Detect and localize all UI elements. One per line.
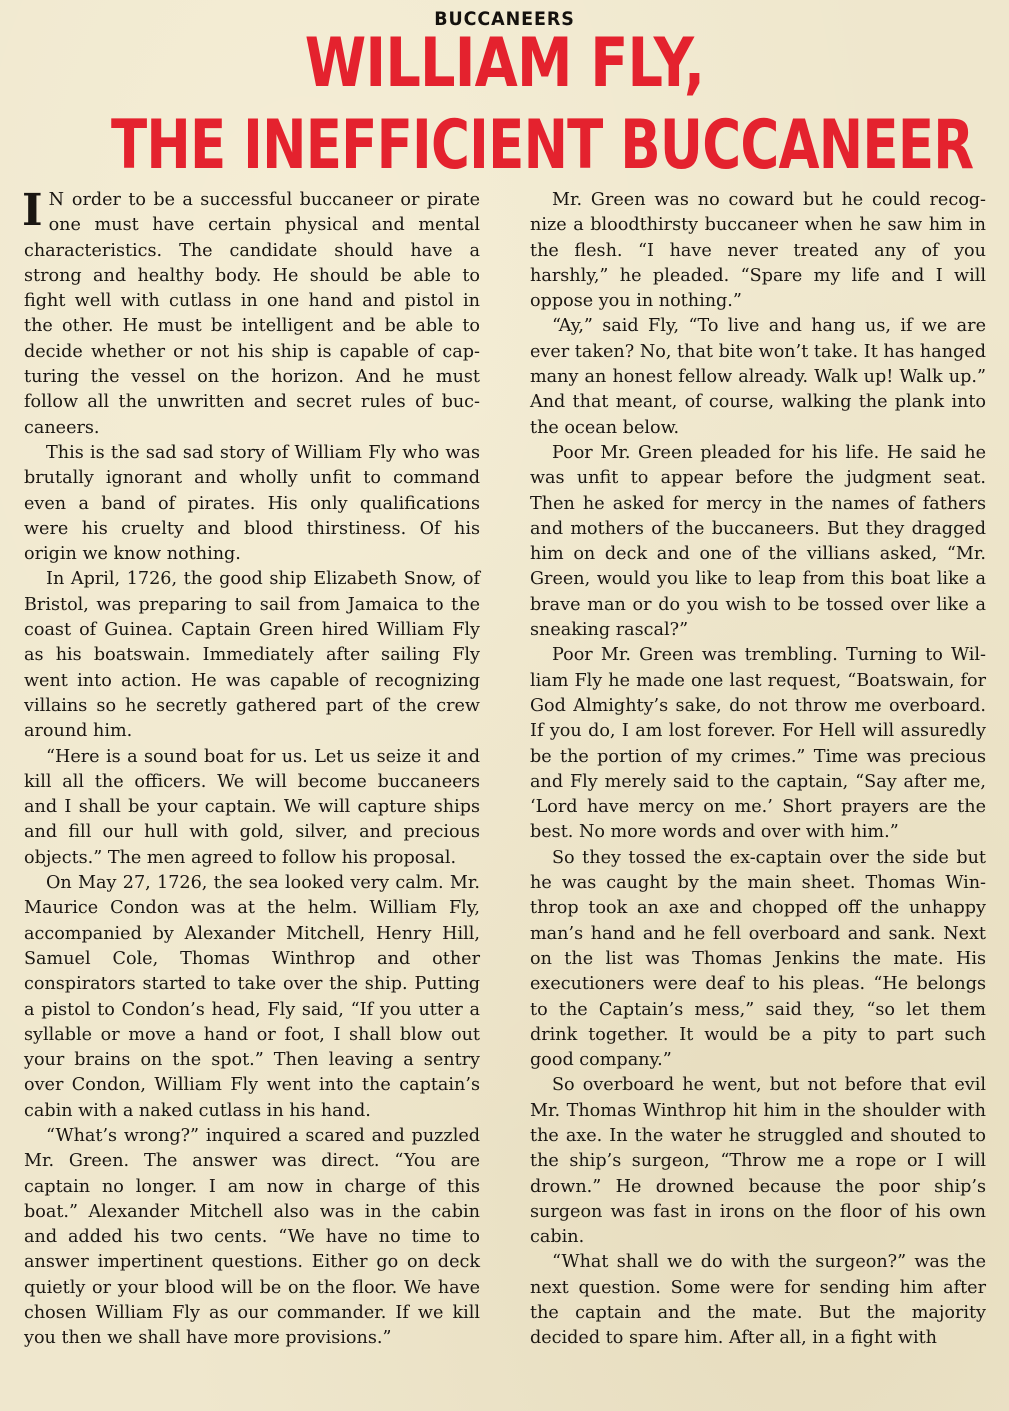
left-column [22, 185, 480, 1352]
article-title-line-2: THE INEFFICIENT BUCCANEER [110, 106, 974, 185]
paragraph-3: In April, 1726, the good ship Elizabeth Snow, of Bristol, was preparing to sail from Jamaica to the coast of Guinea. Captain Green hired William Fly as his boatswain. Immediately after sailing Fly went into action. He was capable of recognizing villains so he secretly gathered part of the crew around him. [24, 569, 480, 742]
right-column [530, 188, 986, 1352]
paragraph-5: On May 27, 1726, the sea looked very calm. Mr. Maurice Condon was at the helm. William Fly, accompanied by Alexander Mitchell, Henry Hill, Samuel Cole, Thomas Winthrop and other conspirators started to take over the ship. Putting a pistol to Condon’s head, Fly said, “If you utter a syllable or move a hand or foot, I shall blow out your brains on the spot.” Then leaving a sentry over Condon, William Fly went into the captain’s cabin with a naked cutlass in his hand. [24, 873, 480, 1121]
paragraph-10: Poor Mr. Green was trembling. Turning to William Fly he made one last request, “Boatswain, for God Almighty’s sake, do not throw me overboard. If you do, I am lost forever. For Hell will assuredly be the portion of my crimes.” Time was precious and Fly merely said to the captain, “Say after me, ‘Lord have mercy on me.’ Short prayers are the best. No more words and over with him.” [530, 645, 986, 843]
paragraph-4: “Here is a sound boat for us. Let us seize it and kill all the officers. We will become buccaneers and I shall be your captain. We will capture ships and fill our hull with gold, silver, and precious objects.” The men agreed to follow his proposal. [24, 746, 480, 868]
paragraph-2: This is the sad sad story of William Fly who was brutally ignorant and wholly unfit to command even a band of pirates. His only qualifications were his cruelty and blood thirstiness. Of his origin we know nothing. [24, 442, 480, 565]
paragraph-7: Mr. Green was no coward but he could recognize a bloodthirsty buccaneer when he saw him in the flesh. “I have never treated any of you harshly,” he pleaded. “Spare my life and I will oppose you in nothing.” [530, 190, 986, 312]
paragraph-6: “What’s wrong?” inquired a scared and puzzled Mr. Green. The answer was direct. “You are captain no longer. I am now in charge of this boat.” Alexander Mitchell also was in the cabin and added his two cents. “We have no time to answer impertinent questions. Either go on deck quietly or your blood will be on the floor. We have chosen William Fly as our commander. If we kill you then we shall have more provisions.” [24, 1125, 480, 1349]
paragraph-8: “Ay,” said Fly, “To live and hang us, if we are ever taken? No, that bite won’t take. It has hanged many an honest fellow already. Walk up! Walk up.” And that meant, of course, walking the plank into the ocean below. [530, 316, 986, 438]
paragraph-12: So overboard he went, but not before that evil Mr. Thomas Winthrop hit him in the shoulder with the axe. In the water he struggled and shouted to the ship’s surgeon, “Throw me a rope or I will drown.” He drowned because the poor ship’s surgeon was fast in irons on the floor of his own cabin. [530, 1075, 986, 1248]
drop-cap: I [22, 185, 43, 236]
paragraph-1-text: order to be a successful buccaneer or pirate one must have certain physical and mental characteristics. The candidate should have a strong and healthy body. He should be able to fight well with cutlass in one hand and pistol in the other. He must be intelligent and be able to decide whether or not his ship is capable of capturing the vessel on the horizon. And he must follow all the unwritten and secret rules of buccaneers. [24, 190, 480, 438]
article-title-line-1: WILLIAM FLY, [304, 24, 705, 103]
paragraph-11: So they tossed the ex-captain over the side but he was caught by the main sheet. Thomas Winthrop took an axe and chopped off the unhappy man’s hand and he fell overboard and sank. Next on the list was Thomas Jenkins the mate. His executioners were deaf to his pleas. “He belongs to the Captain’s mess,” said they, “so let them drink together. It would be a pity to part such good company.” [530, 847, 986, 1071]
paragraph-9: Poor Mr. Green pleaded for his life. He said he was unfit to appear before the judgment seat. Then he asked for mercy in the names of fathers and mothers of the buccaneers. But they dragged him on deck and one of the villians asked, “Mr. Green, would you like to leap from this boat like a brave man or do you wish to be tossed over like a sneaking rascal?” [530, 442, 986, 641]
series-header: BUCCANEERS [434, 8, 575, 30]
paragraph-13: “What shall we do with the surgeon?” was the next question. Some were for sending him after the captain and the mate. But the majority decided to spare him. After all, in a fight with [530, 1252, 986, 1349]
lead-letters: N [48, 190, 65, 210]
paragraph-1 [22, 185, 480, 441]
